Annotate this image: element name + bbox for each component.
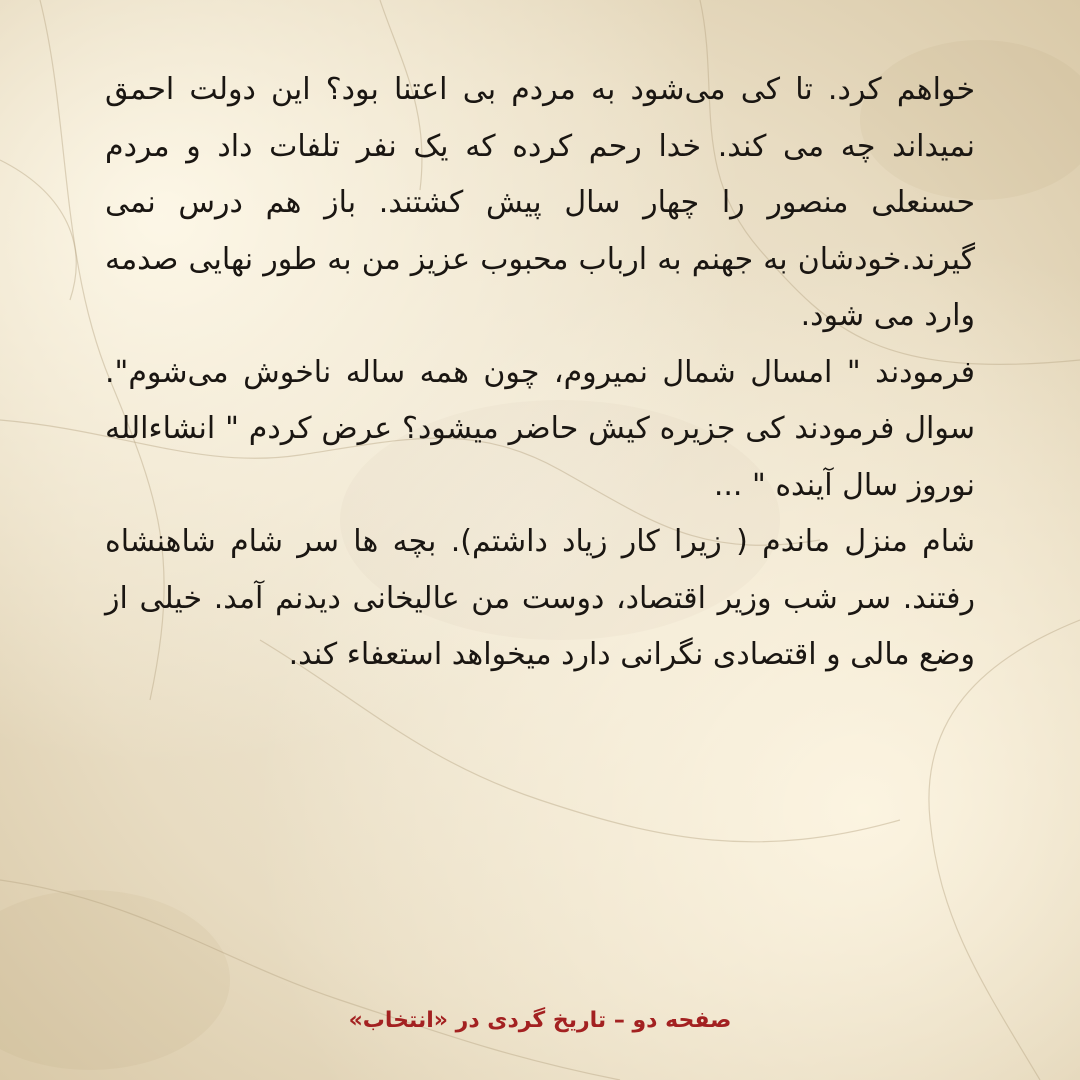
article-paragraph: شام منزل ماندم ( زیرا کار زیاد داشتم). بچه ها سر شام شاهنشاه رفتند. سر شب وزیر اقتصاد، دوست من عالیخانی دیدنم آمد. خیلی از وضع مالی و اقتصادی نگرانی دارد میخواهد استعفاء کند.: [105, 524, 975, 672]
page-footer-caption: صفحه دو – تاریخ گردی در «انتخاب»: [348, 1008, 732, 1033]
article-body: [105, 62, 975, 684]
article-paragraph: خواهم کرد. تا کی می‌شود به مردم بی اعتنا بود؟ این دولت احمق نمیداند چه می کند. خدا رحم کرده که یک نفر تلفات داد و مردم حسنعلی منصور را چهار سال پیش کشتند. باز هم درس نمی گیرند.خودشان به جهنم به ارباب محبوب عزیز من به طور نهایی صدمه وارد می شود.: [105, 72, 975, 333]
article-paragraph: فرمودند " امسال شمال نمیروم، چون همه ساله ناخوش می‌شوم". سوال فرمودند کی جزیره کیش حاضر میشود؟ عرض کردم " انشاءالله نوروز سال آینده " ...: [105, 354, 975, 503]
